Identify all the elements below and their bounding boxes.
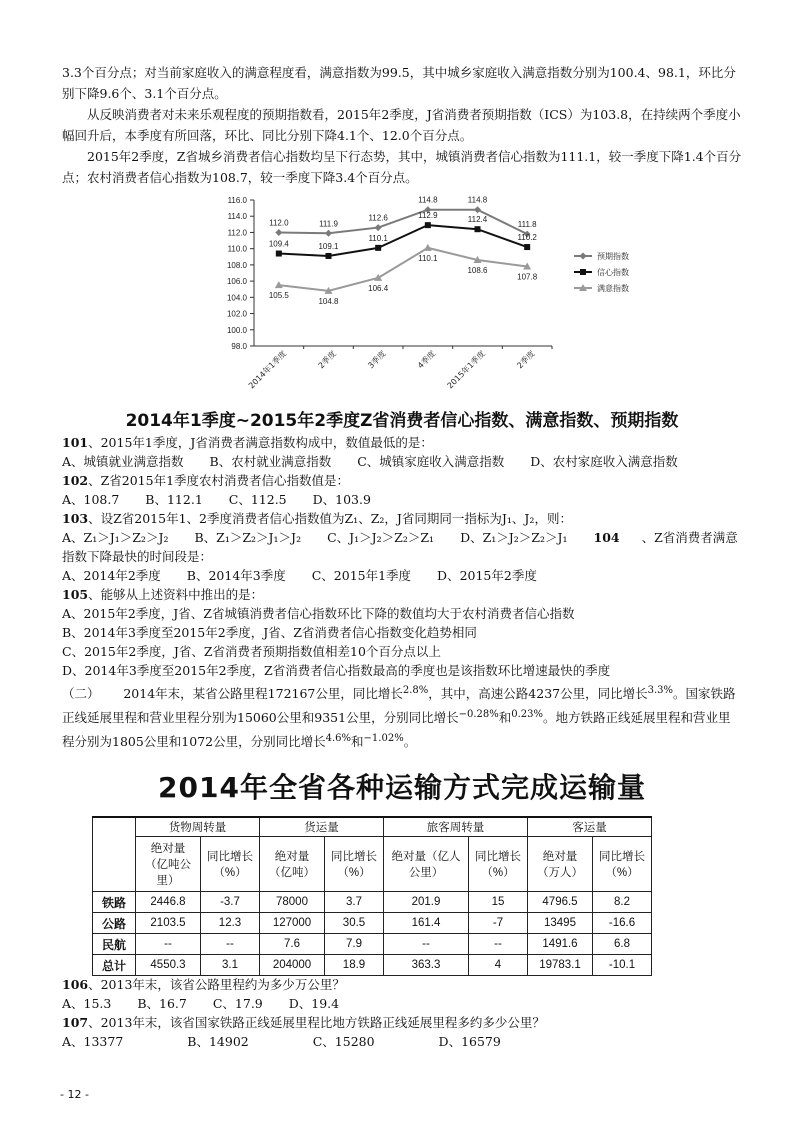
sub-header: 绝对量（亿人公里）	[384, 837, 469, 892]
y-tick-label: 116.0	[227, 196, 247, 205]
data-point	[375, 245, 381, 251]
option-d[interactable]: D、2015年2季度	[437, 568, 537, 583]
option-a[interactable]: A、13377	[62, 1034, 124, 1049]
legend-marker	[580, 269, 586, 275]
chart-title: 2014年1季度~2015年2季度Z省消费者信心指数、满意指数、预期指数	[125, 411, 679, 431]
x-tick-label: 2季度	[515, 349, 537, 371]
x-tick-label: 4季度	[415, 349, 438, 371]
y-tick-label: 98.0	[231, 342, 247, 351]
table-cell: 201.9	[384, 892, 469, 913]
table-cell: 30.5	[325, 913, 384, 934]
series-line	[279, 225, 527, 256]
table-cell: -10.1	[593, 955, 652, 976]
question-106-options	[62, 994, 742, 1013]
data-point	[325, 230, 332, 237]
option-a[interactable]: A、108.7	[62, 492, 120, 507]
y-tick-label: 102.0	[226, 309, 247, 319]
question-text: 、能够从上述资料中推出的是：	[88, 587, 264, 602]
data-label: 108.6	[467, 266, 488, 276]
group-header: 货物周转量	[136, 817, 260, 837]
question-102-options	[62, 490, 742, 509]
page-number: - 12 -	[60, 1088, 89, 1101]
question-text: 、2015年1季度，J省消费者满意指数构成中，数值最低的是：	[88, 435, 433, 450]
growth-value: 2.8%	[402, 685, 429, 696]
table-cell: --	[201, 934, 260, 955]
section-text: 。地方铁路正线延展里程和营业里程分别为1805公里和1072公里，分别同比增长	[62, 710, 731, 750]
table-cell: 19783.1	[528, 955, 593, 976]
paragraph-2: 从反映消费者对未来乐观程度的预期指数看，2015年2季度，J省消费者预期指数（ICS）为103.8，在持续两个季度小幅回升后，本季度有所回落，环比、同比分别下降4.1个、12.0个百分点。	[62, 107, 741, 143]
table-cell: 13495	[528, 913, 593, 934]
y-tick-label: 104.0	[226, 293, 247, 303]
growth-value: 0.23%	[511, 709, 544, 721]
question-text: 、2013年末，该省国家铁路正线延展里程比地方铁路正线延展里程多约多少公里？	[88, 1015, 545, 1030]
option-b[interactable]: B、农村就业满意指数	[209, 454, 332, 469]
x-tick-label: 2季度	[316, 349, 338, 371]
question-number: 106	[62, 977, 89, 992]
sub-header: 绝对量（亿吨公里）	[136, 837, 201, 892]
data-label: 112.4	[467, 215, 488, 225]
y-tick-label: 112.0	[227, 228, 247, 238]
data-label: 110.1	[368, 233, 388, 243]
row-header: 民航	[93, 934, 136, 955]
table-row	[93, 955, 652, 976]
question-103-options	[62, 528, 742, 566]
question-101	[62, 433, 742, 452]
question-text: 、设Z省2015年1、2季度消费者信心指数值为Z₁、Z₂，J省同期同一指标为J₁、J₂，则：	[88, 511, 572, 526]
option-a[interactable]: A、2014年2季度	[62, 568, 161, 583]
table-cell: 18.9	[325, 955, 384, 976]
table-title: 2014年全省各种运输方式完成运输量	[158, 771, 646, 805]
x-tick-label: 2014年1季度	[246, 349, 289, 391]
paragraph-1: 3.3个百分点；对当前家庭收入的满意程度看，满意指数为99.5，其中城乡家庭收入满意指数分别为100.4、98.1，环比分别下降9.6个、3.1个百分点。	[62, 65, 736, 101]
option-d[interactable]: D、2014年3季度至2015年2季度，Z省消费者信心指数最高的季度也是该指数环比增速最快的季度	[62, 663, 611, 678]
table-cell: 3.7	[325, 892, 384, 913]
option-d[interactable]: D、19.4	[288, 996, 340, 1011]
question-103	[62, 509, 742, 528]
option-c[interactable]: C、17.9	[212, 996, 263, 1011]
table-body	[93, 892, 652, 976]
table-row	[93, 892, 652, 913]
table-cell: 161.4	[384, 913, 469, 934]
table-row	[93, 934, 652, 955]
y-tick-label: 106.0	[226, 277, 247, 287]
data-point	[474, 206, 481, 213]
data-point	[375, 224, 382, 231]
section-text: 和	[498, 710, 512, 726]
growth-value: 3.3%	[647, 685, 674, 696]
transport-table	[92, 816, 652, 976]
y-tick-label: 110.0	[227, 244, 247, 254]
table-cell: -7	[469, 913, 528, 934]
group-header: 货运量	[260, 817, 384, 837]
question-106	[62, 975, 742, 994]
option-a[interactable]: A、城镇就业满意指数	[62, 454, 184, 469]
growth-value: 4.6%	[325, 733, 352, 745]
data-label: 112.9	[418, 211, 438, 221]
option-b[interactable]: B、2014年3季度至2015年2季度，J省、Z省消费者信心指数变化趋势相同	[62, 625, 477, 640]
table-cell: 7.6	[260, 934, 325, 955]
row-header: 铁路	[93, 892, 136, 913]
x-tick-label: 3季度	[366, 349, 388, 371]
data-label: 104.8	[318, 296, 339, 306]
option-b[interactable]: B、112.1	[145, 492, 203, 507]
data-point	[374, 274, 382, 281]
question-number: 101	[62, 435, 89, 450]
question-107	[62, 1013, 742, 1032]
question-107-options	[62, 1032, 742, 1051]
data-label: 112.6	[368, 213, 388, 223]
section-text: ，其中，高速公路4237公里，同比增长	[428, 686, 648, 702]
sub-header: 同比增长（%）	[469, 837, 528, 892]
section-text: 2014年末，某省公路里程172167公里，同比增长	[123, 686, 403, 702]
option-b[interactable]: B、Z₁＞Z₂＞J₁＞J₂	[194, 530, 302, 545]
page-content	[62, 62, 742, 806]
legend-label: 信心指数	[597, 268, 629, 277]
series-line	[279, 210, 527, 234]
table-cell: 2103.5	[136, 913, 201, 934]
table-cell: --	[384, 934, 469, 955]
y-tick-label: 100.0	[226, 325, 247, 335]
data-label: 111.8	[517, 220, 537, 230]
table-cell: 3.1	[201, 955, 260, 976]
series-line	[279, 248, 527, 291]
table-cell: 127000	[260, 913, 325, 934]
growth-value: −1.02%	[363, 733, 404, 745]
table-cell: 363.3	[384, 955, 469, 976]
data-point	[276, 251, 282, 257]
legend-label: 预期指数	[597, 252, 629, 261]
y-tick-label: 108.0	[226, 260, 247, 270]
option-d[interactable]: D、农村家庭收入满意指数	[530, 454, 678, 469]
question-105	[62, 585, 742, 604]
table-cell: -16.6	[593, 913, 652, 934]
table-cell: 8.2	[593, 892, 652, 913]
question-number: 102	[62, 473, 89, 488]
y-tick-label: 114.0	[227, 212, 247, 222]
table-row	[93, 913, 652, 934]
paragraph-3: 2015年2季度，Z省城乡消费者信心指数均呈下行态势，其中，城镇消费者信心指数为111.1，较一季度下降1.4个百分点；农村消费者信心指数为108.7，较一季度下降3.4个百分点。	[62, 149, 742, 185]
bottom-questions	[62, 975, 742, 1051]
option-a[interactable]: A、Z₁＞J₁＞Z₂＞J₂	[62, 530, 169, 545]
table-cell: 1491.6	[528, 934, 593, 955]
table-cell: 6.8	[593, 934, 652, 955]
table-cell: 15	[469, 892, 528, 913]
table-cell: --	[469, 934, 528, 955]
option-c[interactable]: C、2015年2季度，J省、Z省消费者预期指数值相差10个百分点以上	[62, 644, 441, 659]
data-label: 112.0	[269, 218, 289, 228]
table-cell: 204000	[260, 955, 325, 976]
option-d[interactable]: D、Z₁＞J₂＞Z₂＞J₁	[460, 530, 568, 545]
data-label: 105.5	[268, 291, 289, 301]
question-number: 105	[62, 587, 89, 602]
row-header: 总计	[93, 955, 136, 976]
data-label: 111.9	[319, 219, 338, 229]
data-label: 114.8	[467, 195, 488, 205]
sub-header: 同比增长（%）	[593, 837, 652, 892]
chart-svg	[62, 192, 742, 402]
sub-header: 绝对量（亿吨）	[260, 837, 325, 892]
data-point	[425, 222, 431, 228]
line-chart	[62, 192, 742, 402]
group-header: 客运量	[528, 817, 652, 837]
question-number: 107	[62, 1015, 89, 1030]
option-c[interactable]: C、2015年1季度	[311, 568, 412, 583]
question-number: 104	[593, 530, 620, 545]
option-c[interactable]: C、112.5	[228, 492, 287, 507]
table-cell: --	[136, 934, 201, 955]
question-text: 、Z省消费者满意指数下降最快的时间段是：	[62, 530, 738, 564]
table-cell: 4550.3	[136, 955, 201, 976]
question-text: 、2013年末，该省公路里程约为多少万公里？	[88, 977, 345, 992]
sub-header: 绝对量（万人）	[528, 837, 593, 892]
legend-marker	[580, 253, 587, 260]
data-point	[424, 244, 432, 251]
question-number: 103	[62, 511, 89, 526]
data-point	[326, 253, 332, 259]
data-point	[524, 244, 530, 250]
table-cell: 12.3	[201, 913, 260, 934]
table-cell: -3.7	[201, 892, 260, 913]
row-header: 公路	[93, 913, 136, 934]
data-label: 107.8	[517, 272, 538, 282]
data-label: 106.4	[368, 283, 389, 293]
question-101-options	[62, 452, 742, 471]
data-label: 114.8	[418, 195, 438, 205]
option-a[interactable]: A、15.3	[62, 996, 112, 1011]
table-corner	[93, 817, 136, 892]
table-cell: 2446.8	[136, 892, 201, 913]
option-a[interactable]: A、2015年2季度，J省、Z省城镇消费者信心指数环比下降的数值均大于农村消费者信心指数	[62, 606, 575, 621]
option-d[interactable]: D、103.9	[312, 492, 371, 507]
data-point	[475, 226, 481, 232]
question-102	[62, 471, 742, 490]
table-cell: 78000	[260, 892, 325, 913]
option-b[interactable]: B、16.7	[137, 996, 187, 1011]
option-c[interactable]: C、城镇家庭收入满意指数	[357, 454, 505, 469]
table-cell: 7.9	[325, 934, 384, 955]
legend-label: 满意指数	[597, 284, 629, 293]
section-label: （二）	[62, 686, 100, 702]
data-label: 110.1	[418, 253, 438, 263]
data-point	[275, 229, 282, 236]
group-header: 旅客周转量	[384, 817, 528, 837]
table-cell: 4796.5	[528, 892, 593, 913]
section-text: 。	[403, 734, 417, 750]
section-2-paragraph	[62, 680, 742, 752]
question-104-options	[62, 566, 742, 585]
data-label: 110.2	[517, 233, 537, 243]
option-b[interactable]: B、2014年3季度	[186, 568, 286, 583]
question-text: 、Z省2015年1季度农村消费者信心指数值是：	[88, 473, 350, 488]
option-d[interactable]: D、16579	[438, 1034, 501, 1049]
data-label: 109.1	[318, 241, 339, 251]
option-b[interactable]: B、14902	[187, 1034, 249, 1049]
section-text: 和	[351, 734, 364, 750]
sub-header: 同比增长（%）	[201, 837, 260, 892]
data-label: 109.4	[268, 239, 289, 249]
sub-header: 同比增长（%）	[325, 837, 384, 892]
section-text: 。国家铁路正线延展里程和营业里程分别为15060公里和9351公里，分别同比增长	[62, 686, 736, 726]
option-c[interactable]: C、J₁＞J₂＞Z₂＞Z₁	[327, 530, 435, 545]
x-tick-label: 2015年1季度	[445, 349, 487, 391]
growth-value: −0.28%	[458, 709, 499, 721]
option-c[interactable]: C、15280	[312, 1034, 375, 1049]
table-cell: 4	[469, 955, 528, 976]
